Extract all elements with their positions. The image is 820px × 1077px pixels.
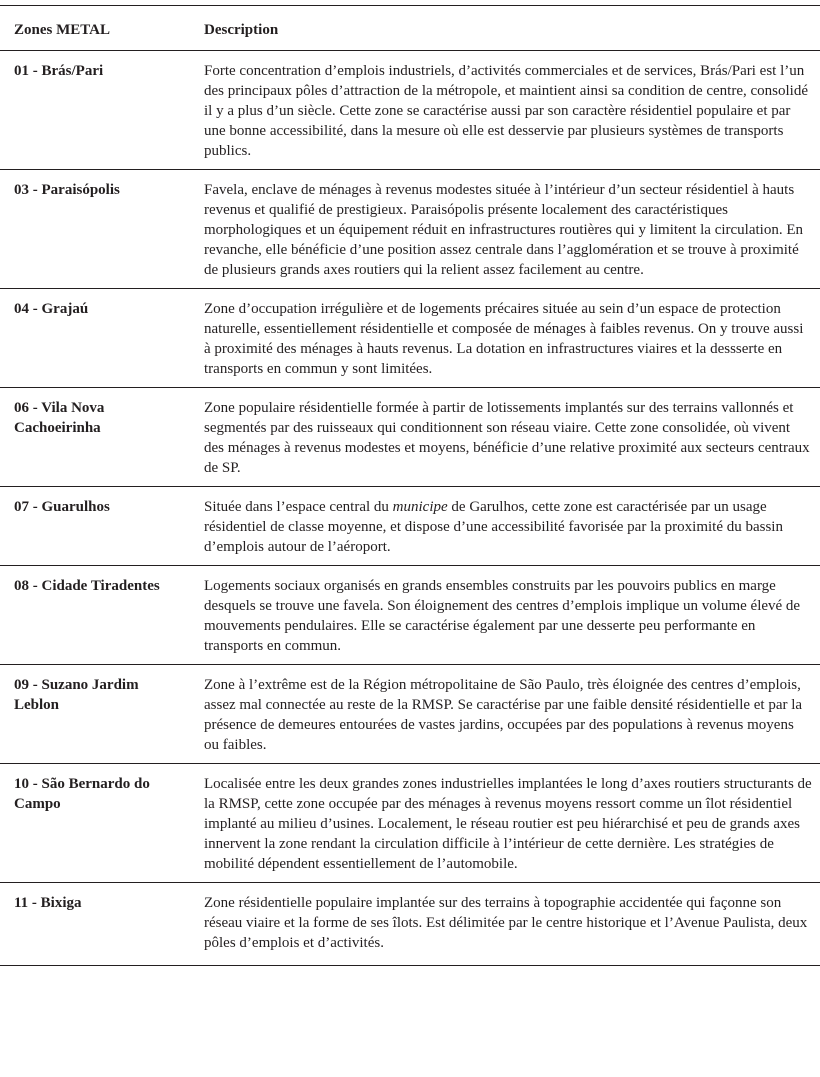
zone-description [192,764,820,883]
zone-name: 08 - Cidade Tiradentes [0,566,192,665]
description-text: Zone populaire résidentielle formée à partir de lotissements implantés sur des terrains vallonnés et segmentés par des ruisseaux qui conditionnent son réseau viaire. Cette zone consolidée, où vivent des ménages à revenus modestes et moyens, bénéficie d’une relative proximité aux secteurs centraux de SP. [204,400,810,476]
table-row [0,883,820,966]
description-text: Favela, enclave de ménages à revenus modestes située à l’intérieur d’un secteur résidentiel à hauts revenus et qualifié de prestigieux. Paraisópolis présente localement des caractéristiques morphologiques et un équipement réduit en infrastructures routières qui y limitent la circulation. En revanche, elle bénéficie d’une position assez centrale dans l’agglomération et se trouve à proximité de plusieurs grands axes routiers qui la relient assez facilement au centre. [204,182,804,278]
description-text: Zone d’occupation irrégulière et de logements précaires située au sein d’un espace de protection naturelle, essentiellement résidentielle et composée de ménages à faibles revenus. On y trouve aussi à proximité des ménages à hauts revenus. La dotation en infrastructures viaires et la dessserte en transports en commun y sont limitées. [204,301,804,377]
table-row [0,764,820,883]
table-row [0,170,820,289]
zone-name: 07 - Guarulhos [0,487,192,566]
zone-description [192,566,820,665]
table-row [0,289,820,388]
table-row [0,51,820,170]
table-body [0,51,820,966]
zone-description [192,51,820,170]
description-text: Forte concentration d’emplois industriels, d’activités commerciales et de services, Brás/Pari est l’un des principaux pôles d’attraction de la métropole, et maintient ainsi sa condition de centre, consolidé il y a plus d’un siècle. Cette zone se caractérise aussi par son caractère résidentiel populaire et par une bonne accessibilité, dans la mesure où elle est desservie par plusieurs systèmes de transports publics. [204,63,808,159]
table-row [0,665,820,764]
zone-description [192,388,820,487]
zone-name: 10 - São Bernardo do Campo [0,764,192,883]
zone-description [192,170,820,289]
zone-description [192,487,820,566]
description-emphasis: municipe [392,499,448,515]
table-row [0,487,820,566]
zone-name: 01 - Brás/Pari [0,51,192,170]
table-header-row [0,6,820,51]
table-row [0,566,820,665]
column-header-zone: Zones METAL [0,6,192,51]
zones-table [0,5,820,966]
description-text: Zone à l’extrême est de la Région métropolitaine de São Paulo, très éloignée des centres d’emplois, assez mal connectée au reste de la RMSP. Se caractérise par une faible densité résidentielle et par la présence de demeures entourées de vastes jardins, occupées par des populations à revenus moyens ou faibles. [204,677,803,753]
zone-description [192,883,820,966]
zone-name: 04 - Grajaú [0,289,192,388]
description-text: de Garulhos, cette zone est caractérisée par un usage résidentiel de classe moyenne, et dispose d’une accessibilité favorisée par la proximité du bassin d’emplois autour de l’aéroport. [204,499,783,555]
table-header [0,6,820,51]
zone-name: 06 - Vila Nova Cachoeirinha [0,388,192,487]
zone-name: 09 - Suzano Jardim Leblon [0,665,192,764]
table-row [0,388,820,487]
description-text: Localisée entre les deux grandes zones industrielles implantées le long d’axes routiers structurants de la RMSP, cette zone occupée par des ménages à revenus moyens ressort comme un îlot résidentiel implanté au milieu d’usines. Localement, le réseau routier est peu hiérarchisé et peu de grands axes innervent la zone rendant la circulation difficile à l’intérieur de cette dernière. Les stratégies de mobilité dépendent essentiellement de l’automobile. [204,776,812,872]
zone-description [192,665,820,764]
description-text: Zone résidentielle populaire implantée sur des terrains à topographie accidentée qui façonne son réseau viaire et la forme de ses îlots. Est délimitée par le centre historique et l’Avenue Paulista, deux pôles d’emplois et d’activités. [204,895,808,951]
zone-name: 11 - Bixiga [0,883,192,966]
column-header-description: Description [192,6,820,51]
zone-name: 03 - Paraisópolis [0,170,192,289]
description-text: Située dans l’espace central du [204,499,393,515]
zone-description [192,289,820,388]
description-text: Logements sociaux organisés en grands ensembles construits par les pouvoirs publics en marge desquels se trouve une favela. Son éloignement des centres d’emplois implique un volume élevé de mouvements pendulaires. Elle se caractérise également par une desserte peu performante en transports en commun. [204,578,801,654]
